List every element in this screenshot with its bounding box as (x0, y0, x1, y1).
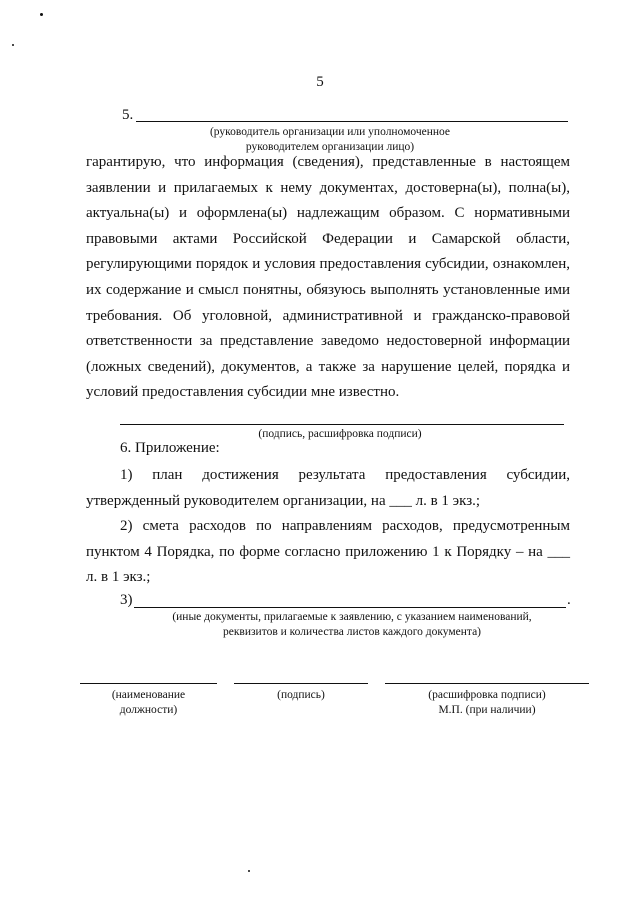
section6-item2: 2) смета расходов по направлениям расходов, предусмотренным пунктом 4 Порядка, по форме согласно приложению 1 к Порядку – на ___ л. в 1 экз.; (86, 518, 570, 586)
scan-speck (248, 870, 250, 872)
section5-caption-line1: (руководитель организации или уполномоченное (209, 126, 451, 138)
section6-item3-caption-line1: (иные документы, прилагаемые к заявлению, с указанием наименований, (172, 611, 532, 623)
section5-paragraph: гарантирую, что информация (сведения), представленные в настоящем заявлении и прилагаемых к нему документах, достоверна(ы), полна(ы), актуальна(ы) и оформлена(ы) надлежащим образом. С нормативными правовыми актами Российской Федерации и Самарской области, регулирующими порядок и условия предоставления субсидии, ознакомлен, их содержание и смысл понятны, обязуюсь выполнять установленные ими требования. Об уголовной, административной и гражданско-правовой ответственности за представление заведомо недостоверной информации (ложных сведений), документов, а также за нарушение целей, порядка и условий предоставления субсидии мне известно. (86, 154, 570, 401)
section6-item3-caption-line2: реквизитов и количества листов каждого документа) (222, 626, 482, 638)
section6-item3-end: . (567, 592, 571, 608)
section5-signature-line (120, 424, 564, 425)
section5-name-line (136, 121, 568, 122)
section5-signature-caption: (подпись, расшифровка подписи) (258, 428, 422, 440)
section6-item3-caption (120, 610, 584, 640)
section5-caption-line2: руководителем организации лицо) (245, 141, 415, 153)
signature-caption: (подпись) (277, 689, 325, 701)
position-line (80, 683, 217, 684)
section6-heading: 6. Приложение: (120, 440, 220, 456)
decoding-caption-line1: (расшифровка подписи) (428, 689, 546, 701)
page-number: 5 (316, 74, 324, 90)
section6-item3-number: 3) (120, 592, 133, 608)
section6-item1: 1) план достижения результата предоставления субсидии, утвержденный руководителем организации, на ___ л. в 1 экз.; (86, 467, 570, 509)
position-caption (80, 688, 217, 718)
position-caption-line1: (наименование (111, 689, 186, 701)
scan-speck (12, 44, 14, 46)
scan-speck (40, 13, 43, 16)
position-caption-line2: должности) (119, 704, 178, 716)
section6-item3-line (134, 607, 566, 608)
decoding-line (385, 683, 589, 684)
decoding-caption (385, 688, 589, 718)
stamp-caption: М.П. (при наличии) (438, 704, 536, 716)
signature-line (234, 683, 368, 684)
section5-number: 5. (122, 107, 134, 123)
